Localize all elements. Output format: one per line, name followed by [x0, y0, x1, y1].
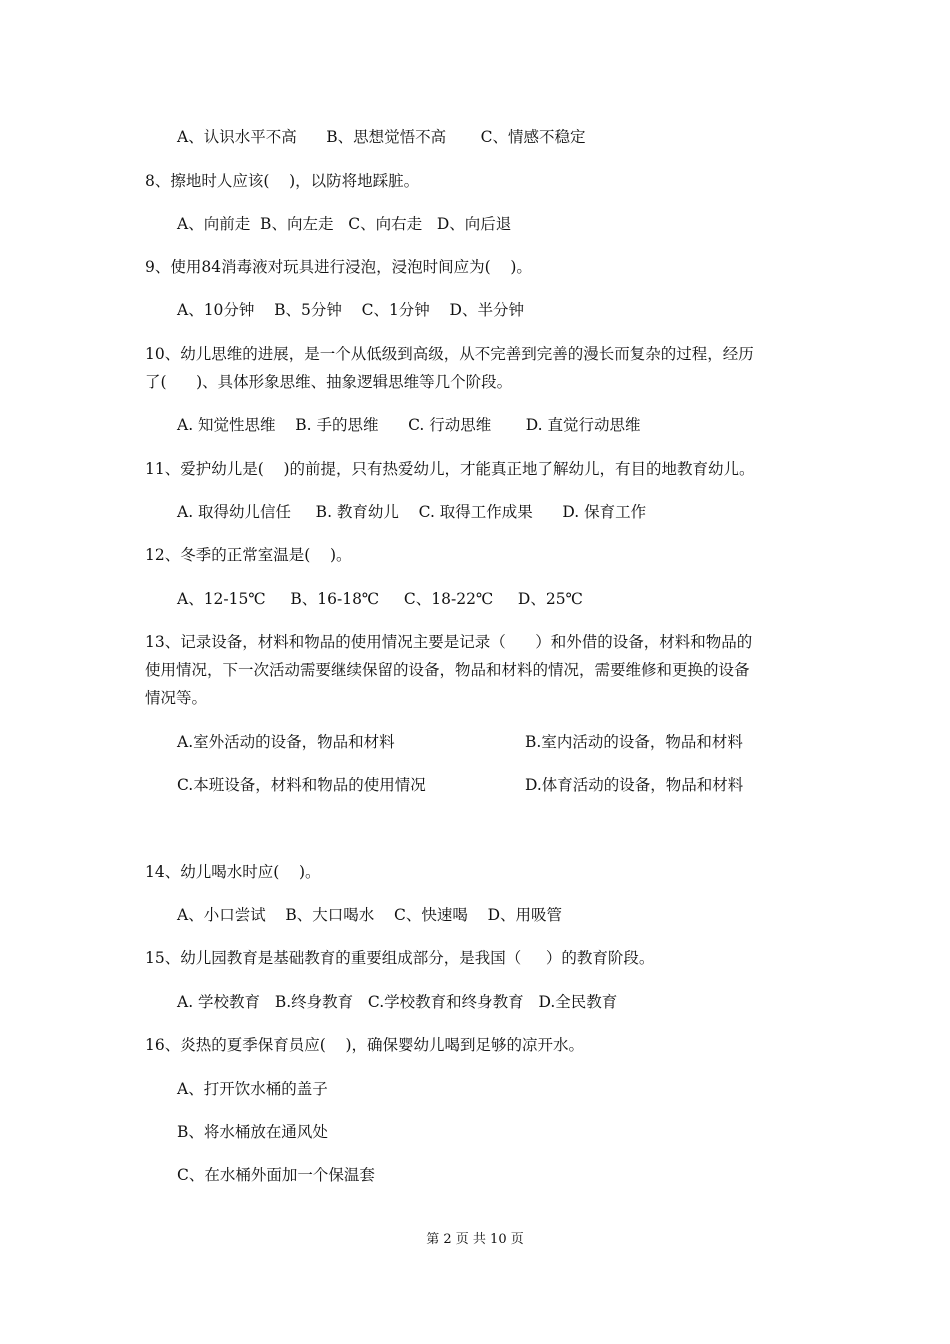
q15-options: A. 学校教育 B.终身教育 C.学校教育和终身教育 D.全民教育	[177, 993, 618, 1011]
q14-options: A、小口尝试 B、大口喝水 C、快速喝 D、用吸管	[177, 906, 562, 924]
q12-question: 12、冬季的正常室温是( )。	[145, 546, 352, 564]
q16-option-a: A、打开饮水桶的盖子	[177, 1080, 328, 1098]
q16-question: 16、炎热的夏季保育员应( )，确保婴幼儿喝到足够的凉开水。	[145, 1036, 585, 1054]
q13-option-a: A.室外活动的设备，物品和材料	[177, 733, 395, 751]
q13-option-d: D.体育活动的设备，物品和材料	[525, 776, 744, 794]
q8-options: A、向前走 B、向左走 C、向右走 D、向后退	[177, 215, 512, 233]
q13-question-line1: 13、记录设备，材料和物品的使用情况主要是记录（ ）和外借的设备，材料和物品的	[145, 633, 753, 651]
q11-options: A. 取得幼儿信任 B. 教育幼儿 C. 取得工作成果 D. 保育工作	[177, 503, 647, 521]
q16-option-c: C、在水桶外面加一个保温套	[177, 1166, 375, 1184]
q11-question: 11、爱护幼儿是( )的前提，只有热爱幼儿，才能真正地了解幼儿，有目的地教育幼儿。	[145, 460, 755, 478]
q12-options: A、12-15℃ B、16-18℃ C、18-22℃ D、25℃	[177, 590, 583, 608]
q15-question: 15、幼儿园教育是基础教育的重要组成部分，是我国（ ）的教育阶段。	[145, 949, 655, 967]
q16-option-b: B、将水桶放在通风处	[177, 1123, 328, 1141]
q7-options: A、认识水平不高 B、思想觉悟不高 C、情感不稳定	[177, 128, 586, 146]
q13-option-c: C.本班设备，材料和物品的使用情况	[177, 776, 426, 794]
page-footer: 第 2 页 共 10 页	[426, 1232, 524, 1247]
q10-question-line1: 10、幼儿思维的进展，是一个从低级到高级，从不完善到完善的漫长而复杂的过程，经历	[145, 345, 754, 363]
q10-options: A. 知觉性思维 B. 手的思维 C. 行动思维 D. 直觉行动思维	[177, 416, 641, 434]
q14-question: 14、幼儿喝水时应( )。	[145, 863, 321, 881]
q13-question-line2: 使用情况，下一次活动需要继续保留的设备，物品和材料的情况，需要维修和更换的设备	[145, 661, 750, 679]
q13-option-b: B.室内活动的设备，物品和材料	[525, 733, 743, 751]
q10-question-line2: 了( )、具体形象思维、抽象逻辑思维等几个阶段。	[145, 373, 513, 391]
q9-question: 9、使用84消毒液对玩具进行浸泡，浸泡时间应为( )。	[145, 258, 532, 276]
q8-question: 8、擦地时人应该( )，以防将地踩脏。	[145, 172, 420, 190]
q13-question-line3: 情况等。	[145, 689, 208, 707]
q9-options: A、10分钟 B、5分钟 C、1分钟 D、半分钟	[177, 301, 524, 319]
